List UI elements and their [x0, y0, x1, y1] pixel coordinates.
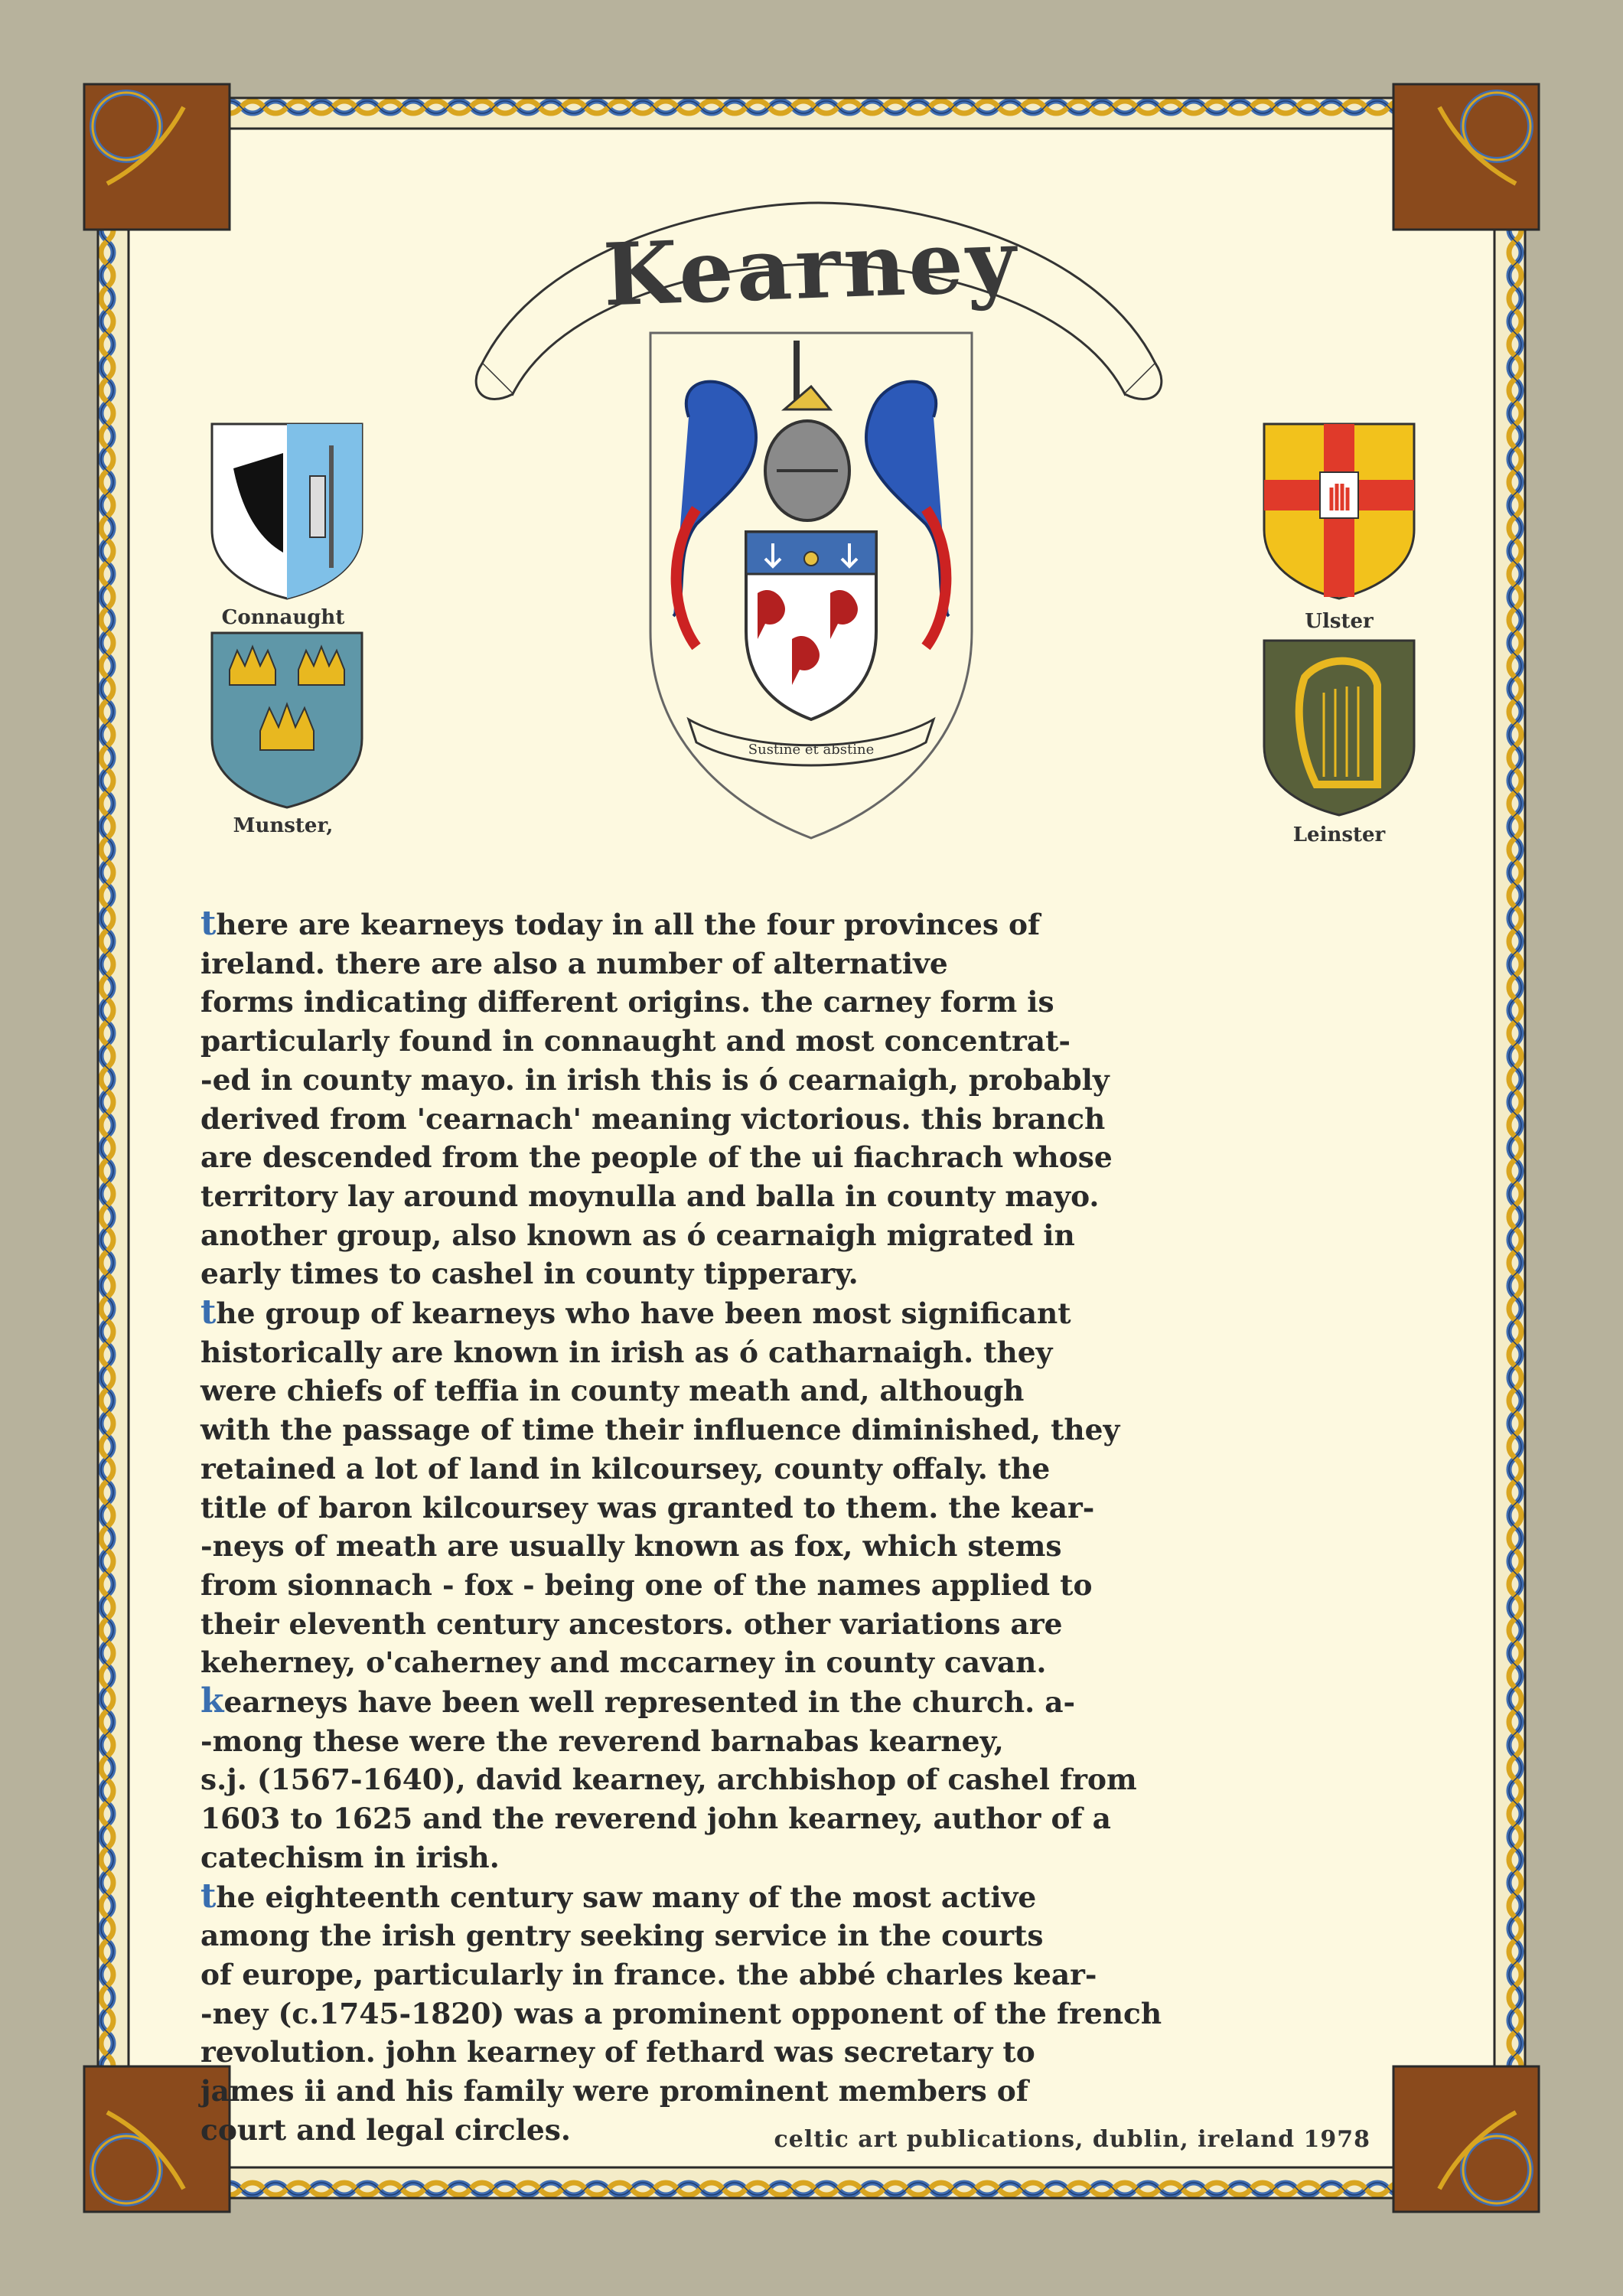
text-line: [200, 944, 1417, 983]
text-line: [200, 1566, 1417, 1605]
line-text: were chiefs of teffia in county meath and, although: [200, 1374, 1025, 1408]
corner-ornament-top-left: [84, 84, 230, 230]
top-knot-band: [138, 98, 1484, 129]
line-text: with the passage of time their influence diminished, they: [200, 1413, 1120, 1447]
connaught-shield: [210, 422, 363, 600]
illuminated-initial: k: [200, 1681, 224, 1721]
text-line: [200, 905, 1417, 944]
munster-shield: [210, 631, 363, 809]
illuminated-initial: t: [200, 1876, 217, 1916]
text-line: [200, 1682, 1417, 1722]
left-knot-band: [98, 138, 129, 2158]
line-text: james ii and his family were prominent members of: [200, 2074, 1028, 2108]
line-text: among the irish gentry seeking service in the courts: [200, 1919, 1044, 1953]
text-line: [200, 1955, 1417, 1994]
text-line: [200, 1643, 1417, 1682]
text-line: [200, 1605, 1417, 1644]
text-line: [200, 1061, 1417, 1100]
text-line: [200, 1333, 1417, 1372]
text-line: [200, 1138, 1417, 1177]
line-text: another group, also known as ó cearnaigh migrated in: [200, 1218, 1075, 1252]
line-text: forms indicating different origins. the carney form is: [200, 985, 1054, 1019]
line-text: ireland. there are also a number of alternative: [200, 946, 948, 980]
coat-of-arms: [643, 325, 979, 846]
leinster-shield: [1263, 639, 1416, 817]
text-line: [200, 983, 1417, 1022]
line-text: historically are known in irish as ó catharnaigh. they: [200, 1335, 1053, 1369]
line-text: catechism in irish.: [200, 1840, 500, 1874]
text-line: [200, 1022, 1417, 1061]
publisher-credit: celtic art publications, dublin, ireland 1978: [774, 2126, 1370, 2153]
province-label-connaught: Connaught: [221, 606, 345, 629]
text-line: [200, 1411, 1417, 1450]
text-line: [200, 2072, 1417, 2111]
family-name-title: Kearney: [601, 210, 1021, 326]
line-text: revolution. john kearney of fethard was secretary to: [200, 2035, 1035, 2069]
line-text: -mong these were the reverend barnabas kearney,: [200, 1724, 1004, 1758]
line-text: he group of kearneys who have been most significant: [216, 1296, 1071, 1331]
text-line: [200, 1371, 1417, 1411]
text-line: [200, 1254, 1417, 1293]
corner-ornament-top-right: [1393, 84, 1539, 230]
text-line: [200, 1177, 1417, 1216]
line-text: particularly found in connaught and most concentrat-: [200, 1024, 1071, 1058]
line-text: title of baron kilcoursey was granted to them. the kear-: [200, 1490, 1095, 1525]
line-text: keherney, o'caherney and mccarney in county cavan.: [200, 1645, 1047, 1680]
history-paragraph: [200, 1293, 1417, 1682]
text-line: [200, 1916, 1417, 1955]
line-text: of europe, particularly in france. the abbé charles kear-: [200, 1957, 1097, 1991]
text-line: [200, 1994, 1417, 2033]
province-label-leinster: Leinster: [1292, 823, 1386, 846]
province-label-ulster: Ulster: [1305, 610, 1374, 633]
line-text: he eighteenth century saw many of the most active: [216, 1880, 1037, 1914]
ulster-shield: [1263, 422, 1416, 600]
line-text: earneys have been well represented in the church. a-: [223, 1685, 1076, 1720]
history-paragraph: [200, 1682, 1417, 1877]
right-knot-band: [1494, 138, 1525, 2158]
line-text: territory lay around moynulla and balla in county mayo.: [200, 1179, 1100, 1213]
text-line: [200, 1216, 1417, 1255]
line-text: -ney (c.1745-1820) was a prominent opponent of the french: [200, 1996, 1162, 2030]
illuminated-initial: t: [200, 1293, 217, 1332]
province-label-munster: Munster,: [233, 814, 334, 837]
motto-text: Sustine et abstine: [748, 742, 875, 758]
text-line: [200, 1722, 1417, 1761]
text-line: [200, 1527, 1417, 1566]
text-line: [200, 1760, 1417, 1799]
line-text: -neys of meath are usually known as fox, which stems: [200, 1529, 1062, 1564]
line-text: s.j. (1567-1640), david kearney, archbishop of cashel from: [200, 1763, 1137, 1797]
text-line: [200, 1877, 1417, 1917]
line-text: -ed in county mayo. in irish this is ó cearnaigh, probably: [200, 1062, 1110, 1097]
text-line: [200, 1838, 1417, 1877]
line-text: retained a lot of land in kilcoursey, county offaly. the: [200, 1451, 1051, 1486]
line-text: early times to cashel in county tipperary.: [200, 1257, 859, 1291]
text-line: [200, 1489, 1417, 1528]
line-text: are descended from the people of the ui fiachrach whose: [200, 1140, 1113, 1175]
line-text: 1603 to 1625 and the reverend john kearney, author of a: [200, 1802, 1111, 1836]
text-line: [200, 1799, 1417, 1838]
text-line: [200, 1450, 1417, 1489]
line-text: from sionnach - fox - being one of the names applied to: [200, 1567, 1093, 1602]
line-text: their eleventh century ancestors. other variations are: [200, 1606, 1063, 1641]
line-text: derived from 'cearnach' meaning victorious. this branch: [200, 1101, 1106, 1136]
history-text: [200, 905, 1417, 2150]
bottom-knot-band: [138, 2167, 1484, 2198]
line-text: court and legal circles.: [200, 2112, 571, 2147]
history-paragraph: [200, 1877, 1417, 2150]
line-text: here are kearneys today in all the four provinces of: [216, 908, 1041, 941]
illuminated-initial: t: [200, 904, 217, 943]
history-paragraph: [200, 905, 1417, 1293]
text-line: [200, 1100, 1417, 1139]
text-line: [200, 1293, 1417, 1333]
text-line: [200, 2033, 1417, 2072]
